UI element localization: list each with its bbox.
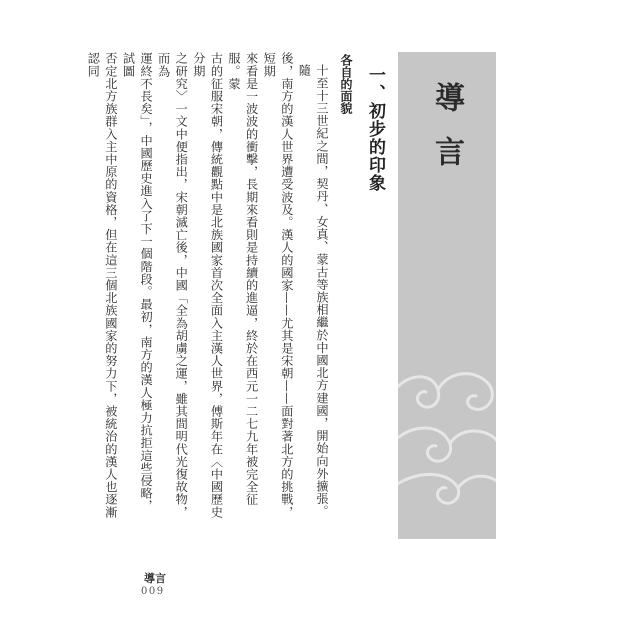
paragraph-line: 之研究〉一文中便指出，宋朝滅亡後，中國「全為胡虜之運，雖其間明代光復故物，而為 <box>156 52 189 519</box>
paragraph-line: 十至十三世紀之間，契丹、女真、蒙古等族相繼於中國北方建國，開始向外擴張。隨 <box>297 64 329 518</box>
paragraph-line: 否定北方族群入主中原的資格，但在這三個北族國家的努力下，被統治的漢人也逐漸認同 <box>86 52 118 519</box>
paragraph-line: 運終不長矣」，中國歷史進入了下一個階段。最初，南方的漢人極力抗拒這些侵略，試圖 <box>121 52 154 513</box>
running-footer-title: 導言 <box>144 572 166 585</box>
paragraph-line: 後，南方的漢人世界遭受波及。漢人的國家——尤其是宋朝——面對著北方的挑戰，短期 <box>262 52 294 519</box>
cloud-ornament <box>398 352 496 512</box>
chapter-panel <box>398 52 496 539</box>
vertical-text-block <box>86 52 388 522</box>
chapter-title: 導言 <box>429 82 464 190</box>
page-number: 009 <box>141 586 165 597</box>
subheading: 各自的面貌 <box>339 54 353 114</box>
paragraph-line: 古的征服宋朝，傳統觀點中是北族國家首次全面入主漢人世界，傅斯年在〈中國歷史分期 <box>191 52 224 519</box>
paragraph-line: 來看是一波波的衝擊，長期來看則是持續的進逼，終於在西元一二七九年被完全征服。蒙 <box>227 52 259 506</box>
section-heading: 一、初步的印象 <box>365 66 385 192</box>
